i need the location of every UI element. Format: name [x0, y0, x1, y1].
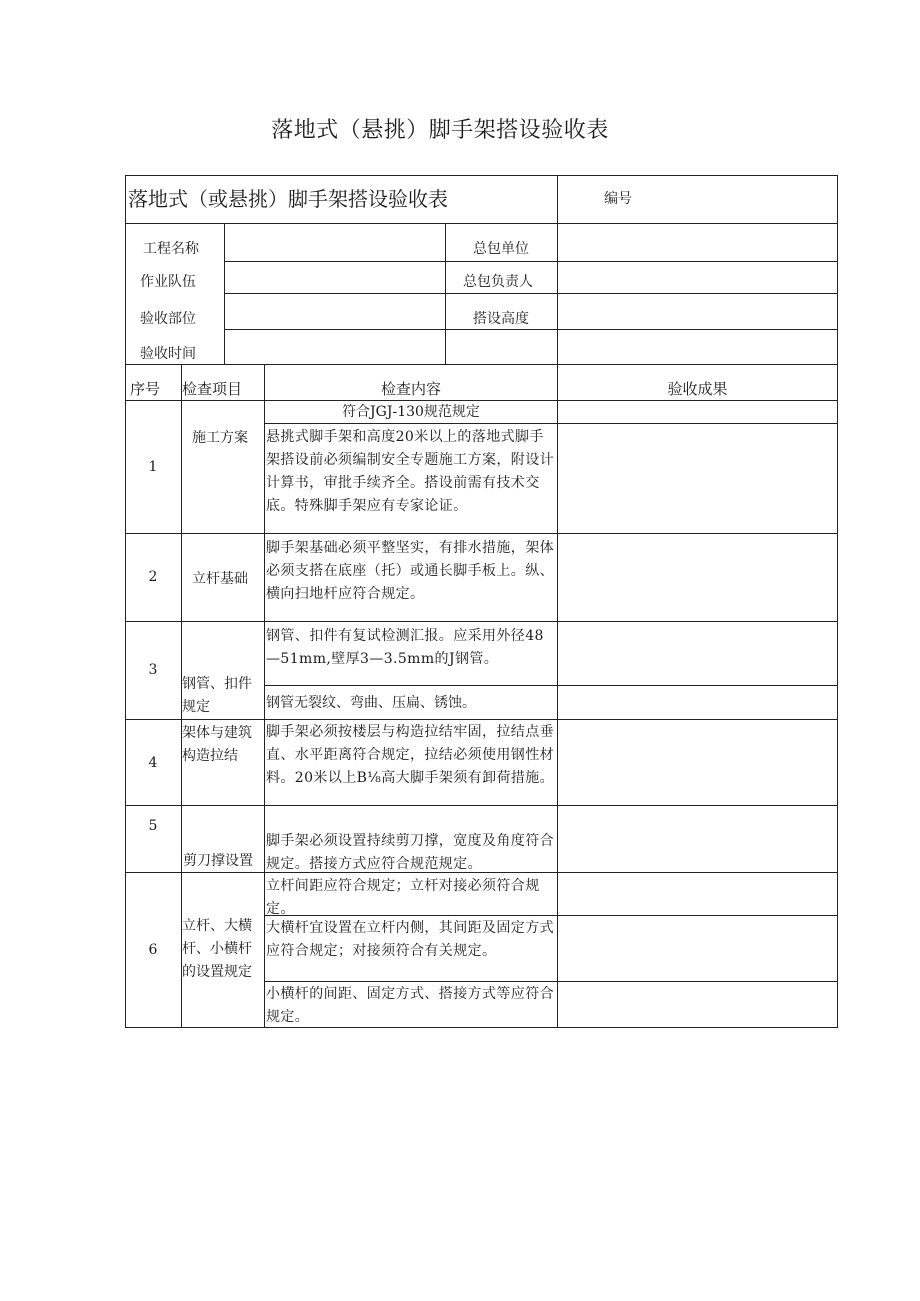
inspection-form-table	[125, 175, 838, 1028]
rule	[125, 175, 126, 1028]
rule	[125, 533, 838, 534]
row-4-content: 脚手架必须按楼层与构造拉结牢固，拉结点垂直、水平距离符合规定，拉结必须使用钢性材料。20米以上B⅛高大脚手架须有卸荷措施。	[266, 724, 555, 786]
rule	[125, 805, 838, 806]
inspect-time-label: 验收时间	[140, 346, 196, 362]
rule	[125, 223, 838, 224]
rule	[264, 685, 838, 686]
row-4-seq: 4	[148, 755, 158, 771]
row-1-content-b: 悬挑式脚手架和高度20米以上的落地式脚手架搭设前必须编制安全专题施工方案，附设计计算书，审批手续齐全。搭设前需有技术交底。特殊脚手架应有专家论证。	[266, 429, 554, 514]
contractor-lead-label: 总包负责人	[463, 274, 533, 290]
row-2-seq: 2	[148, 569, 158, 585]
col-result-header: 验收成果	[667, 380, 728, 398]
row-6-content-b: 大横杆宜设置在立杆内侧，其间距及固定方式应符合规定；对接须符合有关规定。	[266, 920, 554, 959]
row-6-item: 立杆、大横杆、小横杆的设置规定	[182, 918, 252, 980]
col-seq-header: 序号	[130, 380, 161, 398]
row-1-content-a: 符合JGJ-130规范规定	[342, 404, 480, 420]
row-3-seq: 3	[148, 662, 158, 678]
col-content-header: 检查内容	[380, 380, 441, 398]
rule	[125, 621, 838, 622]
row-2-content: 脚手架基础必须平整坚实，有排水措施，架体必须支搭在底座（托）或通长脚手板上。纵、横向扫地杆应符合规定。	[266, 540, 554, 602]
row-5-item: 剪刀撑设置	[183, 853, 253, 869]
rule	[264, 364, 265, 1028]
row-6-content-a: 立杆间距应符合规定；立杆对接必须符合规定。	[266, 878, 540, 917]
rule	[557, 175, 558, 1028]
team-label: 作业队伍	[140, 274, 196, 290]
rule	[264, 423, 838, 424]
row-3-item: 钢管、扣件规定	[182, 676, 252, 715]
row-6-seq: 6	[148, 942, 158, 958]
rule	[125, 719, 838, 720]
rule	[445, 223, 446, 364]
inspect-part-label: 验收部位	[140, 311, 196, 327]
rule	[224, 329, 838, 330]
rule	[224, 293, 838, 294]
rule	[224, 223, 225, 364]
rule	[125, 364, 838, 365]
form-heading: 落地式（或悬挑）脚手架搭设验收表	[128, 187, 448, 211]
rule	[125, 175, 838, 176]
height-label: 搭设高度	[473, 311, 529, 327]
row-3-content-a: 钢管、扣件有复试检测汇报。应采用外径48—51mm,壁厚3—3.5mm的J钢管。	[266, 628, 544, 667]
col-item-header: 检查项目	[182, 380, 243, 398]
project-name-label: 工程名称	[143, 241, 199, 257]
row-1-item: 施工方案	[192, 430, 248, 446]
contractor-label: 总包单位	[473, 241, 529, 257]
rule	[224, 261, 838, 262]
row-5-seq: 5	[148, 818, 158, 834]
row-3-content-b: 钢管无裂纹、弯曲、压扁、锈蚀。	[266, 695, 476, 711]
rule	[264, 981, 838, 982]
row-6-content-c: 小横杆的间距、固定方式、搭接方式等应符合规定。	[266, 986, 554, 1025]
number-label: 编号	[604, 191, 632, 207]
row-4-item: 架体与建筑构造拉结	[182, 725, 252, 764]
rule	[125, 400, 838, 401]
row-5-content: 脚手架必须设置持续剪刀撑，宽度及角度符合规定。搭接方式应符合规范规定。	[266, 833, 554, 872]
document-title: 落地式（悬挑）脚手架搭设验收表	[271, 118, 609, 143]
rule	[837, 175, 838, 1028]
row-2-item: 立杆基础	[192, 571, 248, 587]
row-1-seq: 1	[148, 459, 158, 475]
